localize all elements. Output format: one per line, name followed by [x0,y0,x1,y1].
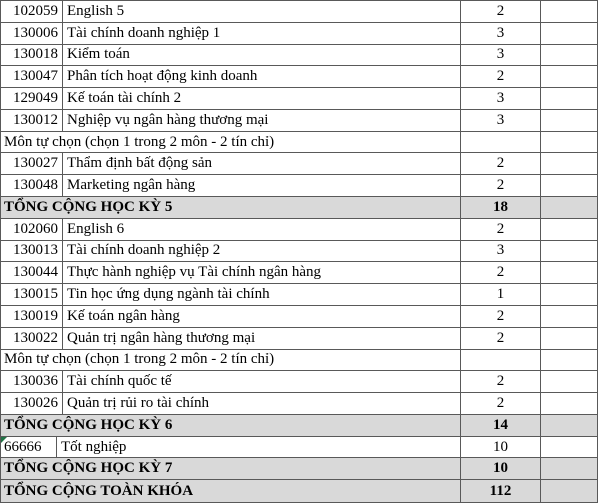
course-code-cell[interactable]: 66666 [1,437,57,458]
course-name-cell[interactable]: Nghiệp vụ ngân hàng thương mại [63,110,461,131]
course-name-cell[interactable]: Kiểm toán [63,45,461,66]
credits-cell[interactable]: 2 [461,371,541,392]
note-cell[interactable] [541,132,597,153]
course-name-cell[interactable]: Kế toán tài chính 2 [63,88,461,109]
credits-cell[interactable]: 10 [461,437,541,458]
note-cell[interactable] [541,393,597,414]
table-row [1,153,597,175]
credits-cell[interactable]: 112 [461,480,541,502]
credits-cell[interactable]: 2 [461,262,541,283]
course-code-cell[interactable]: 130015 [1,284,63,305]
table-row [1,284,597,306]
credits-cell[interactable]: 1 [461,284,541,305]
credits-cell[interactable]: 2 [461,1,541,22]
table-row [1,132,597,154]
note-cell[interactable] [541,415,597,436]
credits-cell[interactable]: 3 [461,110,541,131]
note-cell[interactable] [541,110,597,131]
note-cell[interactable] [541,241,597,262]
credits-cell[interactable]: 2 [461,393,541,414]
credits-cell[interactable]: 2 [461,328,541,349]
note-cell[interactable] [541,350,597,371]
course-code-cell[interactable]: 130012 [1,110,63,131]
credits-cell[interactable]: 2 [461,219,541,240]
note-cell[interactable] [541,66,597,87]
total-label-cell[interactable]: TỔNG CỘNG HỌC KỲ 7 [1,458,461,479]
table-row [1,437,597,459]
table-row [1,458,597,480]
course-code-cell[interactable]: 102060 [1,219,63,240]
course-name-cell[interactable]: Tài chính doanh nghiệp 2 [63,241,461,262]
note-cell[interactable] [541,219,597,240]
credits-cell[interactable]: 3 [461,88,541,109]
total-label-cell[interactable]: TỔNG CỘNG HỌC KỲ 6 [1,415,461,436]
course-code-cell[interactable]: 130006 [1,23,63,44]
course-name-cell[interactable]: Thực hành nghiệp vụ Tài chính ngân hàng [63,262,461,283]
table-row [1,350,597,372]
course-name-cell[interactable]: Thẩm định bất động sản [63,153,461,174]
note-cell[interactable] [541,23,597,44]
course-code-cell[interactable]: 130022 [1,328,63,349]
table-row [1,197,597,219]
table-row [1,23,597,45]
course-name-cell[interactable]: Tài chính quốc tế [63,371,461,392]
note-cell[interactable] [541,306,597,327]
table-row [1,480,597,502]
total-label-cell[interactable]: TỔNG CỘNG HỌC KỲ 5 [1,197,461,218]
note-cell[interactable] [541,1,597,22]
note-cell[interactable] [541,262,597,283]
credits-cell[interactable] [461,132,541,153]
note-cell[interactable] [541,371,597,392]
course-name-cell[interactable]: Marketing ngân hàng [63,175,461,196]
credits-cell[interactable]: 3 [461,23,541,44]
note-cell[interactable] [541,458,597,479]
credits-cell[interactable]: 3 [461,241,541,262]
table-row [1,371,597,393]
total-label-cell[interactable]: TỔNG CỘNG TOÀN KHÓA [1,480,461,502]
course-code-cell[interactable]: 130018 [1,45,63,66]
credits-cell[interactable]: 2 [461,66,541,87]
table-row [1,45,597,67]
table-row [1,175,597,197]
table-row [1,306,597,328]
course-code-cell[interactable]: 130027 [1,153,63,174]
course-name-cell[interactable]: English 5 [63,1,461,22]
course-name-cell[interactable]: Tốt nghiệp [57,437,461,458]
course-code-cell[interactable]: 130026 [1,393,63,414]
table-row [1,66,597,88]
course-code-cell[interactable]: 129049 [1,88,63,109]
course-name-cell[interactable]: Kế toán ngân hàng [63,306,461,327]
table-row [1,219,597,241]
table-row [1,88,597,110]
credits-cell[interactable]: 14 [461,415,541,436]
course-code-cell[interactable]: 130019 [1,306,63,327]
credits-cell[interactable]: 18 [461,197,541,218]
credits-cell[interactable]: 2 [461,175,541,196]
course-code-cell[interactable]: 130048 [1,175,63,196]
table-row [1,1,597,23]
course-name-cell[interactable]: Tin học ứng dụng ngành tài chính [63,284,461,305]
table-row [1,262,597,284]
note-cell[interactable] [541,197,597,218]
note-cell[interactable] [541,88,597,109]
note-cell[interactable] [541,284,597,305]
credits-cell[interactable]: 3 [461,45,541,66]
note-cell[interactable] [541,480,597,502]
course-name-cell[interactable]: Phân tích hoạt động kinh doanh [63,66,461,87]
table-row [1,393,597,415]
course-name-cell[interactable]: Tài chính doanh nghiệp 1 [63,23,461,44]
course-code-cell[interactable]: 130047 [1,66,63,87]
note-cell[interactable] [541,45,597,66]
course-code-cell[interactable]: 130036 [1,371,63,392]
credits-cell[interactable]: 2 [461,306,541,327]
section-label-cell[interactable]: Môn tự chọn (chọn 1 trong 2 môn - 2 tín chỉ) [1,350,461,371]
table-row [1,328,597,350]
table-row [1,110,597,132]
course-code-cell[interactable]: 102059 [1,1,63,22]
course-code-cell[interactable]: 130013 [1,241,63,262]
note-cell[interactable] [541,328,597,349]
section-label-cell[interactable]: Môn tự chọn (chọn 1 trong 2 môn - 2 tín chỉ) [1,132,461,153]
note-cell[interactable] [541,153,597,174]
table-row [1,415,597,437]
table-row [1,241,597,263]
credits-cell[interactable] [461,350,541,371]
credits-cell[interactable]: 2 [461,153,541,174]
cell-error-indicator-icon [1,437,7,443]
course-name-cell[interactable]: Quản trị rủi ro tài chính [63,393,461,414]
course-name-cell[interactable]: Quản trị ngân hàng thương mại [63,328,461,349]
course-code-cell[interactable]: 130044 [1,262,63,283]
course-name-cell[interactable]: English 6 [63,219,461,240]
credits-cell[interactable]: 10 [461,458,541,479]
note-cell[interactable] [541,175,597,196]
note-cell[interactable] [541,437,597,458]
